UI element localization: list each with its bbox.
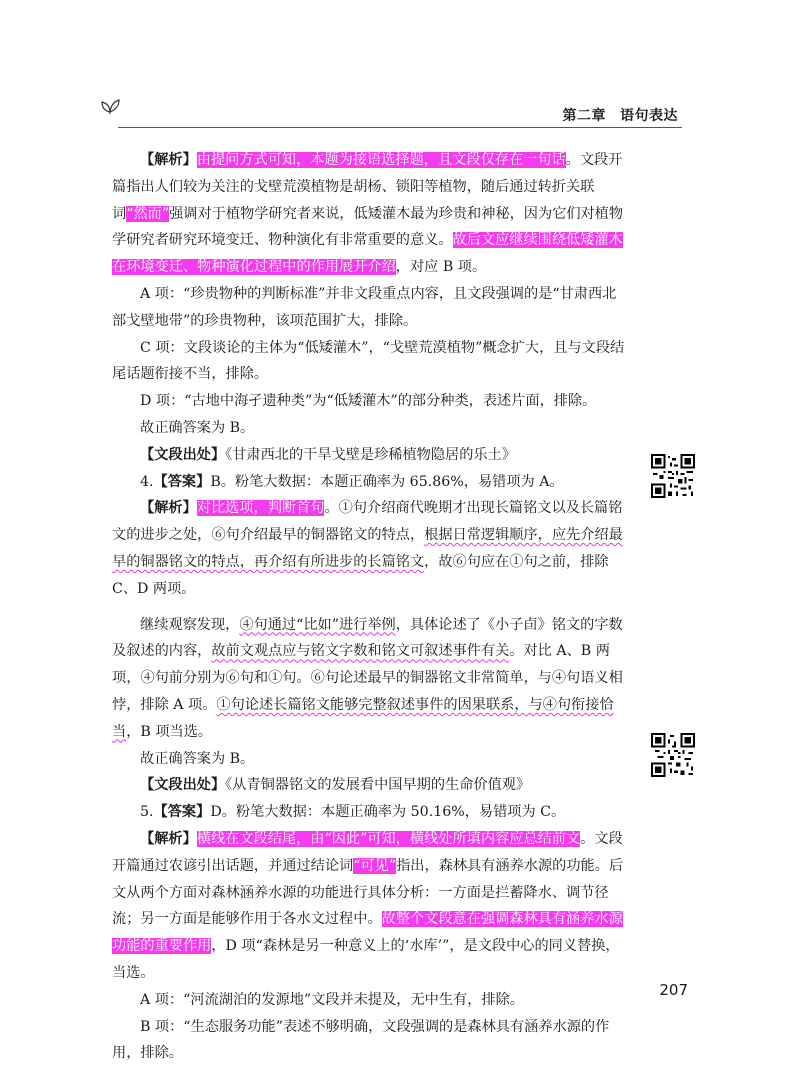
qr-code-icon[interactable]: [651, 733, 695, 777]
text: ，具体论述了《小子卣》铭文的字数及叙述的内容，: [112, 616, 623, 660]
text: ，B 项当选。: [126, 723, 213, 740]
q3-conclusion: 故正确答案为 B。: [140, 419, 255, 436]
text: 指出，森林具有涵养水源的功能。后文从两个方面对森林涵养水源的功能进行具体分析：一方面是拦蓄降水、调节径流；另一方面是能够作用于各水文过程中。: [112, 857, 624, 928]
wavy-underline: ④句通过“比如”进行举例: [239, 616, 396, 633]
question-number: 4.: [140, 473, 154, 490]
highlight: 故整个文段意在强调森林具有涵养水源功能的重要作用: [112, 911, 623, 955]
q3-source: [112, 442, 630, 469]
page-number: 207: [659, 981, 688, 999]
q4-source: [112, 772, 630, 799]
wavy-underline: ①句论述长篇铭文能够完整叙述事件的因果联系，与④句衔接恰当: [112, 696, 614, 740]
text: 继续观察发现，: [140, 616, 240, 633]
source-title: 《甘肃西北的干旱戈壁是珍稀植物隐居的乐土》: [225, 446, 516, 463]
q5-option-a: A 项：“河流湖泊的发源地”文段并未提及，无中生有，排除。: [140, 991, 524, 1008]
q5-answer: [112, 799, 630, 826]
wavy-underline: 故前文观点应与铭文字数和铭文可叙述事件有关: [211, 643, 510, 660]
source-tag: 【文段出处】: [140, 446, 226, 463]
q4-analysis-2: [112, 612, 630, 746]
q3-option-c: C 项：文段谈论的主体为“低矮灌木”，“戈壁荒漠植物”概念扩大，且与文段结尾话题衔接不当，排除。: [112, 339, 625, 383]
text: 。①句介绍商代晚期才出现长篇铭文以及长篇铭文的进步之处，⑥句介绍最早的铜器铭文的特点，: [112, 500, 623, 544]
chapter-title: [563, 105, 679, 125]
text: ，D 项“森林是另一种意义上的‘水库’”，是文段中心的同义替换，当选。: [112, 938, 620, 981]
analysis-tag: 【解析】: [140, 500, 197, 517]
q3-option-a: A 项：“珍贵物种的判断标准”并非文段重点内容，且文段强调的是“甘肃西北部戈壁地带”的珍贵物种，该项范围扩大，排除。: [112, 285, 617, 329]
page-content: [112, 147, 630, 1067]
text: ，故⑥句应在①句之前，排除 C、D 两项。: [112, 553, 609, 597]
highlight: “可见”: [353, 857, 397, 874]
highlight: 横线在文段结尾，由“因此”可知，横线处所填内容应总结前文: [196, 830, 581, 847]
section-label: 语句表达: [620, 108, 678, 124]
q5-option-b: B 项：“生态服务功能”表述不够明确，文段强调的是森林具有涵养水源的作用，排除。: [112, 1018, 610, 1062]
chapter-label: 第二章: [562, 108, 606, 124]
answer-tag: 【答案】: [153, 473, 211, 490]
text: 。文段开篇通过农谚引出话题，并通过结论词: [112, 830, 623, 874]
header-rule: [118, 127, 682, 128]
text: 强调对于植物学研究者来说，低矮灌木最为珍贵和神秘，因为它们对植物学研究者研究环境变迁、物种演化有非常重要的意义。: [112, 205, 624, 249]
analysis-tag: 【解析】: [140, 830, 197, 847]
q4-conclusion: 故正确答案为 B。: [140, 750, 255, 767]
text: ，对应 B 项。: [395, 259, 487, 276]
text: 。对比 A、B 两项，④句前分别为⑥句和①句。⑥句论述最早的铜器铭文非常简单，与④句语义相悖，排除 A 项。: [112, 643, 623, 713]
analysis-tag: 【解析】: [140, 152, 197, 168]
q3-analysis: [112, 147, 630, 281]
q4-analysis: [112, 495, 630, 602]
q5-analysis: [112, 826, 630, 987]
source-tag: 【文段出处】: [140, 777, 226, 794]
answer-text: D。粉笔大数据：本题正确率为 50.16%，易错项为 C。: [210, 804, 566, 821]
answer-tag: 【答案】: [153, 804, 211, 821]
highlight: “然而”: [126, 205, 170, 222]
q4-answer: [112, 469, 630, 496]
qr-code-icon[interactable]: [651, 454, 695, 498]
wavy-underline: 根据日常逻辑顺序，应先介绍最早的铜器铭文的特点，再介绍有所进步的长篇铭文: [112, 527, 623, 570]
highlight: 由提问方式可知，本题为接语选择题，且文段仅存在一句话: [196, 152, 566, 168]
source-title: 《从青铜器铭文的发展看中国早期的生命价值观》: [225, 777, 531, 794]
highlight: 对比选项，判断首句: [196, 500, 325, 517]
highlight: 故后文应继续围绕低矮灌木在环境变迁、物种演化过程中的作用展开介绍: [112, 232, 623, 276]
text: 。文段开篇指出人们较为关注的戈壁荒漠植物是胡杨、锁阳等植物，随后通过转折关联词: [112, 152, 623, 222]
leaf-icon: [98, 94, 122, 116]
answer-text: B。粉笔大数据：本题正确率为 65.86%，易错项为 A。: [210, 473, 564, 490]
page-header: [0, 0, 800, 130]
question-number: 5.: [140, 804, 154, 821]
q3-option-d: D 项：“古地中海孑遗种类”为“低矮灌木”的部分种类，表述片面，排除。: [140, 393, 597, 410]
